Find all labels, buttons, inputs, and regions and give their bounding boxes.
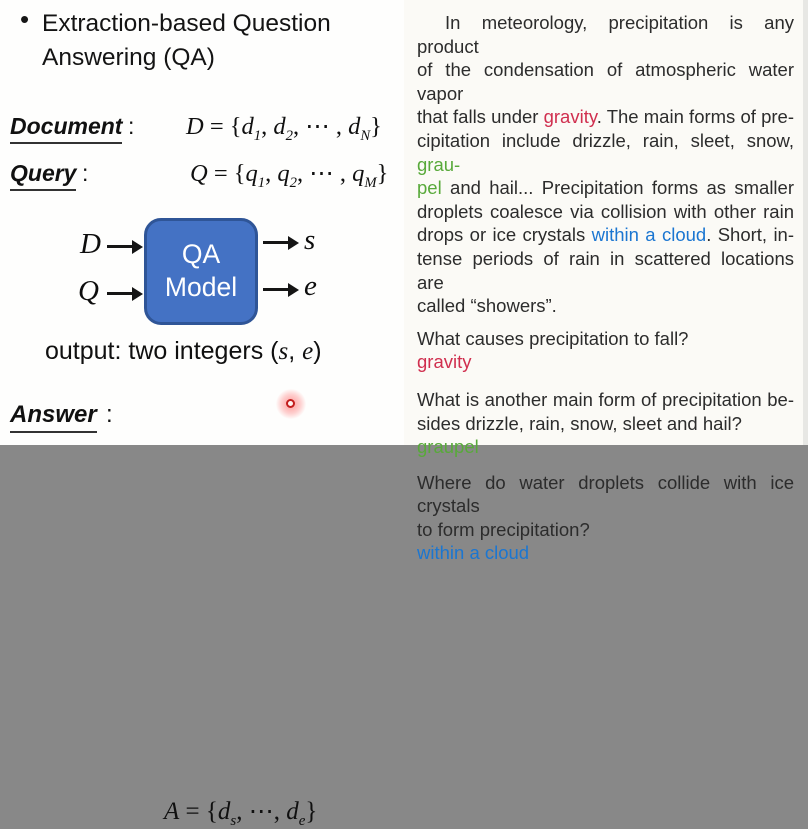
bullet-icon: • <box>20 4 30 34</box>
query-formula: $Q = \{q_1$, $q_2$, ⋯ , $q_M$} <box>190 160 389 191</box>
qa-model-box-line1: QA <box>181 239 221 269</box>
answer-formula: $A = \{d_s$, ⋯, $d_e$} <box>164 798 318 829</box>
output-caption: output: two integers (s, e) <box>45 337 322 365</box>
question-text: Where do water droplets collide with ice crystals to form precipitation? <box>417 471 794 540</box>
query-definition-row <box>0 157 404 193</box>
diagram-input-label-q: Q <box>78 275 99 307</box>
arrow-right-icon <box>107 245 133 248</box>
answer-text: within a cloud <box>417 542 530 564</box>
answer-colon: : <box>106 401 113 428</box>
answer-text: graupel <box>417 436 479 458</box>
question-text: What is another main form of precipitation be- sides drizzle, rain, snow, sleet and hail? <box>417 388 794 434</box>
qa-item <box>417 471 794 565</box>
diagram-input-label-d: D <box>80 228 101 260</box>
document-colon: : <box>128 113 135 139</box>
laser-pointer-dot <box>276 389 306 419</box>
document-formula: $D = \{d_1$, $d_2$, ⋯ , $d_N$} <box>186 113 382 144</box>
passage-paragraph: In meteorology, precipitation is any product of the condensation of atmospheric water vapor that falls under gravity. The main forms of pre- cipitation include drizzle, rain, sleet, snow, grau- pel and hail... Precipitation forms as smaller droplets coalesce via collision with other rain drops or ice crystals within a cloud. Short, in- tense periods of rain in scattered locations are called “showers”. <box>417 12 795 317</box>
answer-label: Answer <box>10 401 97 433</box>
qa-model-box <box>144 218 258 325</box>
arrow-right-icon <box>263 241 289 244</box>
qa-item <box>417 388 794 459</box>
answer-row <box>0 398 404 829</box>
slide-title: Extraction-based Question Answering (QA) <box>42 10 331 71</box>
diagram-output-label-s: s <box>304 224 316 256</box>
query-colon: : <box>82 160 89 186</box>
document-label: Document <box>10 113 122 144</box>
document-definition-row <box>0 110 404 146</box>
question-text: What causes precipitation to fall? <box>417 327 689 349</box>
right-edge-strip <box>803 0 808 445</box>
laser-pointer-ring <box>286 399 295 408</box>
qa-item <box>417 327 794 374</box>
qa-model-box-line2: Model <box>164 272 238 302</box>
answer-text: gravity <box>417 351 472 373</box>
passage-panel <box>417 11 794 565</box>
diagram-output-label-e: e <box>304 270 317 302</box>
arrow-right-icon <box>263 288 289 291</box>
arrow-right-icon <box>107 292 133 295</box>
query-label: Query <box>10 160 76 191</box>
